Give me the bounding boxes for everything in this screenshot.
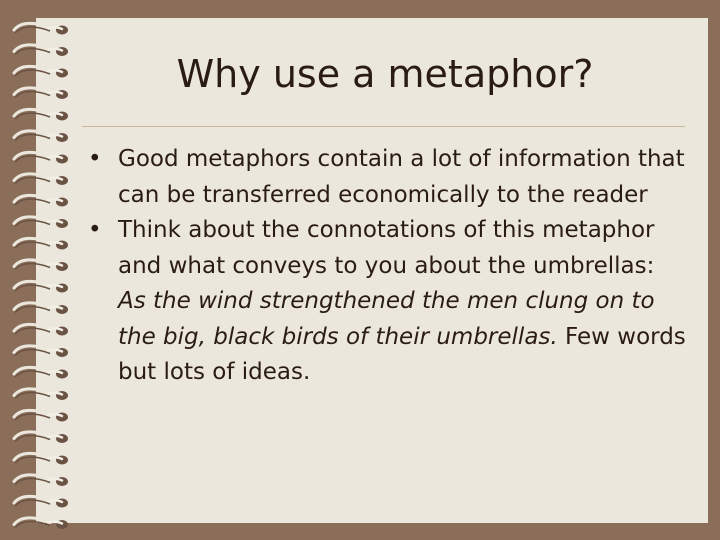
bullet-text: Good metaphors contain a lot of information that can be transferred economically to the reader bbox=[118, 146, 685, 208]
binding-wire bbox=[48, 285, 62, 287]
binding-ring-shadow bbox=[15, 285, 50, 291]
binding-wire bbox=[48, 479, 62, 481]
slide-title: Why use a metaphor? bbox=[176, 52, 594, 96]
binding-ring-shadow bbox=[15, 242, 50, 248]
bullet-item-1 bbox=[88, 142, 688, 213]
bullet-item-2 bbox=[88, 213, 688, 391]
quoted-metaphor: As the wind strengthened the men clung on to the big, black birds of their umbrellas. bbox=[118, 288, 655, 350]
bullet-text: Think about the connotations of this metaphor and what conveys to you about the umbrellas: bbox=[118, 217, 655, 279]
bullet-marker: • bbox=[88, 146, 102, 172]
binding-wire bbox=[48, 156, 62, 158]
binding-ring-shadow bbox=[15, 156, 50, 162]
binding-wire bbox=[48, 264, 62, 266]
binding-wire bbox=[48, 436, 62, 438]
binding-ring-shadow bbox=[15, 436, 50, 442]
binding-wire bbox=[48, 522, 62, 524]
binding-ring-shadow bbox=[15, 479, 50, 485]
binding-ring-shadow bbox=[15, 264, 50, 270]
binding-ring-shadow bbox=[15, 199, 50, 205]
binding-wire bbox=[48, 27, 62, 29]
title-divider bbox=[82, 126, 685, 127]
binding-ring-shadow bbox=[15, 113, 50, 119]
binding-ring-shadow bbox=[15, 328, 50, 334]
binding-ring-shadow bbox=[15, 393, 50, 399]
binding-wire bbox=[48, 49, 62, 51]
binding-ring-shadow bbox=[15, 522, 50, 528]
binding-ring-shadow bbox=[15, 221, 50, 227]
bullet-list bbox=[88, 142, 688, 391]
binding-wire bbox=[48, 221, 62, 223]
binding-wire bbox=[48, 135, 62, 137]
binding-wire bbox=[48, 113, 62, 115]
binding-ring-shadow bbox=[15, 414, 50, 420]
binding-wire bbox=[48, 70, 62, 72]
bullet-marker: • bbox=[88, 217, 102, 243]
binding-wire bbox=[48, 178, 62, 180]
binding-wire bbox=[48, 242, 62, 244]
binding-ring-shadow bbox=[15, 457, 50, 463]
binding-ring-shadow bbox=[15, 135, 50, 141]
binding-wire bbox=[48, 307, 62, 309]
binding-ring-shadow bbox=[15, 500, 50, 506]
binding-ring-shadow bbox=[15, 92, 50, 98]
binding-wire bbox=[48, 328, 62, 330]
binding-wire bbox=[48, 92, 62, 94]
binding-ring-shadow bbox=[15, 350, 50, 356]
binding-ring-shadow bbox=[15, 178, 50, 184]
bullet-text-end: Few words but lots of ideas. bbox=[118, 323, 686, 385]
binding-wire bbox=[48, 500, 62, 502]
binding-ring-shadow bbox=[15, 307, 50, 313]
binding-ring-shadow bbox=[15, 70, 50, 76]
binding-wire bbox=[48, 371, 62, 373]
binding-ring-shadow bbox=[15, 371, 50, 377]
binding-wire bbox=[48, 393, 62, 395]
binding-wire bbox=[48, 414, 62, 416]
binding-wire bbox=[48, 457, 62, 459]
binding-ring-shadow bbox=[15, 49, 50, 55]
binding-ring-shadow bbox=[15, 27, 50, 33]
spiral-binding-icon bbox=[0, 0, 90, 540]
binding-wire bbox=[48, 350, 62, 352]
binding-wire bbox=[48, 199, 62, 201]
